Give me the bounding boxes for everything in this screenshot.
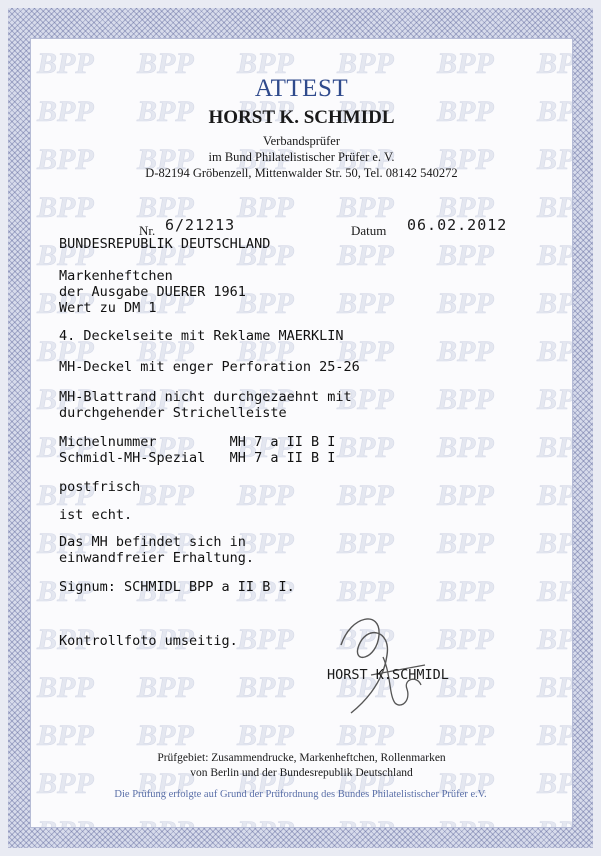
genuine-line: ist echt.	[59, 507, 133, 523]
state-line-2: einwandfreier Erhaltung.	[59, 550, 255, 566]
michel-number-line: Michelnummer MH 7 a II B I	[59, 434, 336, 450]
printed-signature: HORST K.SCHMIDL	[327, 667, 449, 683]
nr-label: Nr.	[139, 223, 156, 238]
certificate-body	[30, 38, 573, 828]
margin-line-1: MH-Blattrand nicht durchgezaehnt mit	[59, 389, 352, 405]
footer-line-2: von Berlin und der Bundesrepublik Deutschland	[190, 767, 413, 779]
perforation-line: MH-Deckel mit enger Perforation 25-26	[59, 359, 360, 375]
datum-value: 06.02.2012	[407, 216, 508, 234]
footer-line-1: Prüfgebiet: Zusammendrucke, Markenheftchen, Rollenmarken	[157, 752, 446, 764]
datum-label: Datum	[351, 223, 387, 238]
control-photo-line: Kontrollfoto umseitig.	[59, 633, 238, 649]
item-line-2: der Ausgabe DUERER 1961	[59, 284, 246, 300]
nr-value: 6/21213	[165, 216, 236, 234]
examiner-name: HORST K. SCHMIDL	[208, 107, 395, 128]
attest-title: ATTEST	[254, 75, 349, 102]
handwritten-signature	[321, 605, 431, 715]
state-line-1: Das MH befindet sich in	[59, 534, 246, 550]
condition-line: postfrisch	[59, 479, 141, 495]
item-line-1: Markenheftchen	[59, 268, 173, 284]
margin-line-2: durchgehender Strichelleiste	[59, 405, 287, 421]
cover-line: 4. Deckelseite mit Reklame MAERKLIN	[59, 328, 344, 344]
examiner-address: D-82194 Gröbenzell, Mittenwalder Str. 50, Tel. 08142 540272	[145, 166, 458, 180]
bpp-regulation-note: Die Prüfung erfolgte auf Grund der Prüfordnung des Bundes Philatelistischer Prüfer e.V.	[114, 789, 487, 800]
examiner-association: im Bund Philatelistischer Prüfer e. V.	[208, 150, 395, 164]
signum-line: Signum: SCHMIDL BPP a II B I.	[59, 579, 295, 595]
item-line-3: Wert zu DM 1	[59, 300, 157, 316]
schmidl-special-line: Schmidl-MH-Spezial MH 7 a II B I	[59, 450, 336, 466]
examiner-role: Verbandsprüfer	[262, 134, 341, 148]
country-line: BUNDESREPUBLIK DEUTSCHLAND	[59, 236, 271, 252]
